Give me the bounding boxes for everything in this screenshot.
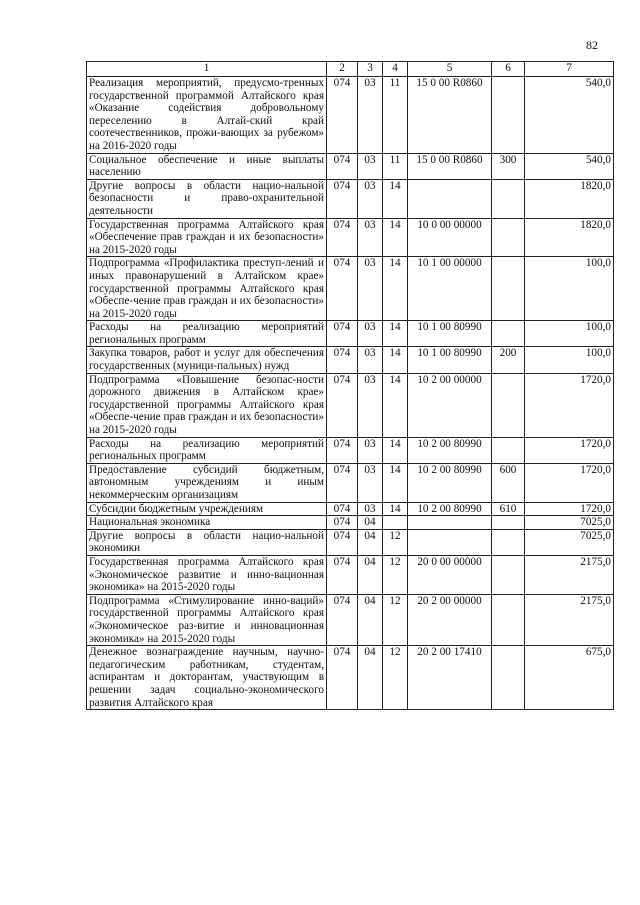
- row-target-article: 10 2 00 80990: [408, 502, 492, 516]
- row-subsection-code: 12: [383, 529, 408, 555]
- header-cell: 6: [492, 62, 525, 77]
- row-ministry-code: 074: [327, 179, 358, 218]
- row-name: Предоставление субсидий бюджетным, автономным учреждениям и иным некоммерческим организациям: [87, 463, 327, 502]
- row-name: Другие вопросы в области нацио-нальной безопасности и право-охранительной деятельности: [87, 179, 327, 218]
- row-section-code: 04: [358, 529, 383, 555]
- row-target-article: [408, 529, 492, 555]
- row-name: Государственная программа Алтайского края «Экономическое развитие и инно-вационная экономика» на 2015-2020 годы: [87, 555, 327, 594]
- header-cell: 5: [408, 62, 492, 77]
- row-subsection-code: 14: [383, 373, 408, 437]
- row-target-article: [408, 179, 492, 218]
- table-row: [87, 77, 614, 154]
- row-amount: 1720,0: [525, 463, 614, 502]
- row-amount: 1720,0: [525, 373, 614, 437]
- row-expense-type: [492, 373, 525, 437]
- row-target-article: 20 2 00 17410: [408, 646, 492, 710]
- row-target-article: 10 2 00 80990: [408, 437, 492, 463]
- table-row: [87, 218, 614, 257]
- row-target-article: 10 2 00 00000: [408, 373, 492, 437]
- row-subsection-code: 12: [383, 646, 408, 710]
- table-row: [87, 555, 614, 594]
- row-target-article: 20 0 00 00000: [408, 555, 492, 594]
- header-cell: 3: [358, 62, 383, 77]
- row-amount: 100,0: [525, 321, 614, 347]
- table-row: [87, 179, 614, 218]
- row-ministry-code: 074: [327, 529, 358, 555]
- row-section-code: 04: [358, 555, 383, 594]
- row-ministry-code: 074: [327, 373, 358, 437]
- row-expense-type: [492, 529, 525, 555]
- row-name: Денежное вознаграждение научным, научно-педагогическим работникам, студентам, аспирантам и докторантам, участвующим в решении задач социально-экономического развития Алтайского края: [87, 646, 327, 710]
- row-section-code: 03: [358, 502, 383, 516]
- row-subsection-code: 11: [383, 153, 408, 179]
- row-target-article: 10 2 00 80990: [408, 463, 492, 502]
- table-row: [87, 321, 614, 347]
- header-row: [87, 62, 614, 77]
- row-ministry-code: 074: [327, 347, 358, 373]
- table-row: [87, 516, 614, 530]
- header-cell: 2: [327, 62, 358, 77]
- row-amount: 1720,0: [525, 502, 614, 516]
- row-section-code: 03: [358, 77, 383, 154]
- row-name: Подпрограмма «Повышение безопас-ности дорожного движения в Алтайском крае» государственной программы Алтайского края «Обеспе-чение прав граждан и их безопасности» на 2015-2020 годы: [87, 373, 327, 437]
- row-expense-type: [492, 555, 525, 594]
- row-subsection-code: 14: [383, 502, 408, 516]
- row-name: Расходы на реализацию мероприятий региональных программ: [87, 437, 327, 463]
- table-row: [87, 153, 614, 179]
- row-expense-type: [492, 516, 525, 530]
- row-subsection-code: 14: [383, 321, 408, 347]
- row-amount: 7025,0: [525, 529, 614, 555]
- row-expense-type: [492, 437, 525, 463]
- row-section-code: 03: [358, 463, 383, 502]
- row-target-article: 20 2 00 00000: [408, 594, 492, 645]
- row-amount: 1720,0: [525, 437, 614, 463]
- row-subsection-code: 14: [383, 218, 408, 257]
- row-target-article: 15 0 00 R0860: [408, 153, 492, 179]
- row-name: Закупка товаров, работ и услуг для обеспечения государственных (муници-пальных) нужд: [87, 347, 327, 373]
- header-cell: 7: [525, 62, 614, 77]
- table-row: [87, 646, 614, 710]
- row-target-article: 10 1 00 80990: [408, 347, 492, 373]
- row-amount: 100,0: [525, 257, 614, 321]
- header-cell: 1: [87, 62, 327, 77]
- row-ministry-code: 074: [327, 257, 358, 321]
- row-name: Государственная программа Алтайского края «Обеспечение прав граждан и их безопасности» на 2015-2020 годы: [87, 218, 327, 257]
- row-expense-type: [492, 594, 525, 645]
- row-name: Национальная экономика: [87, 516, 327, 530]
- row-subsection-code: [383, 516, 408, 530]
- row-amount: 100,0: [525, 347, 614, 373]
- row-amount: 1820,0: [525, 218, 614, 257]
- row-target-article: 10 1 00 00000: [408, 257, 492, 321]
- row-section-code: 03: [358, 218, 383, 257]
- row-amount: 2175,0: [525, 594, 614, 645]
- row-expense-type: [492, 257, 525, 321]
- row-amount: 7025,0: [525, 516, 614, 530]
- row-expense-type: 300: [492, 153, 525, 179]
- row-section-code: 03: [358, 257, 383, 321]
- row-ministry-code: 074: [327, 77, 358, 154]
- row-amount: 540,0: [525, 77, 614, 154]
- row-ministry-code: 074: [327, 437, 358, 463]
- row-expense-type: 200: [492, 347, 525, 373]
- row-ministry-code: 074: [327, 555, 358, 594]
- row-expense-type: [492, 646, 525, 710]
- row-expense-type: [492, 179, 525, 218]
- table-row: [87, 502, 614, 516]
- table-row: [87, 347, 614, 373]
- row-subsection-code: 14: [383, 347, 408, 373]
- row-amount: 1820,0: [525, 179, 614, 218]
- row-subsection-code: 14: [383, 437, 408, 463]
- row-ministry-code: 074: [327, 463, 358, 502]
- row-section-code: 03: [358, 347, 383, 373]
- row-section-code: 04: [358, 516, 383, 530]
- row-target-article: 10 1 00 80990: [408, 321, 492, 347]
- table-row: [87, 463, 614, 502]
- row-subsection-code: 12: [383, 555, 408, 594]
- row-subsection-code: 14: [383, 463, 408, 502]
- row-ministry-code: 074: [327, 321, 358, 347]
- row-expense-type: [492, 218, 525, 257]
- row-section-code: 03: [358, 321, 383, 347]
- row-section-code: 03: [358, 153, 383, 179]
- row-ministry-code: 074: [327, 516, 358, 530]
- row-ministry-code: 074: [327, 218, 358, 257]
- row-name: Социальное обеспечение и иные выплаты населению: [87, 153, 327, 179]
- budget-table: [86, 61, 614, 710]
- row-section-code: 04: [358, 646, 383, 710]
- row-expense-type: [492, 77, 525, 154]
- row-subsection-code: 14: [383, 257, 408, 321]
- row-section-code: 03: [358, 437, 383, 463]
- table-row: [87, 594, 614, 645]
- row-subsection-code: 12: [383, 594, 408, 645]
- table-row: [87, 529, 614, 555]
- row-name: Расходы на реализацию мероприятий региональных программ: [87, 321, 327, 347]
- row-section-code: 03: [358, 179, 383, 218]
- row-target-article: 10 0 00 00000: [408, 218, 492, 257]
- row-name: Реализация мероприятий, предусмо-тренных государственной программой Алтайского края «Оказание содействия добровольному переселению в Алтай-ский край соотечественников, прожи-вающих за рубежом» на 2016-2020 годы: [87, 77, 327, 154]
- row-name: Другие вопросы в области нацио-нальной экономики: [87, 529, 327, 555]
- header-cell: 4: [383, 62, 408, 77]
- table-row: [87, 373, 614, 437]
- row-name: Подпрограмма «Профилактика преступ-лений и иных правонарушений в Алтайском крае» государственной программы Алтайского края «Обеспе-чение прав граждан и их безопасности» на 2015-2020 годы: [87, 257, 327, 321]
- row-subsection-code: 14: [383, 179, 408, 218]
- table-row: [87, 257, 614, 321]
- row-expense-type: 610: [492, 502, 525, 516]
- row-amount: 675,0: [525, 646, 614, 710]
- page-number: 82: [586, 38, 598, 52]
- row-target-article: 15 0 00 R0860: [408, 77, 492, 154]
- row-target-article: [408, 516, 492, 530]
- row-ministry-code: 074: [327, 153, 358, 179]
- row-ministry-code: 074: [327, 594, 358, 645]
- table-row: [87, 437, 614, 463]
- row-amount: 540,0: [525, 153, 614, 179]
- row-ministry-code: 074: [327, 502, 358, 516]
- row-expense-type: [492, 321, 525, 347]
- row-expense-type: 600: [492, 463, 525, 502]
- row-subsection-code: 11: [383, 77, 408, 154]
- row-amount: 2175,0: [525, 555, 614, 594]
- row-name: Субсидии бюджетным учреждениям: [87, 502, 327, 516]
- row-section-code: 04: [358, 594, 383, 645]
- row-ministry-code: 074: [327, 646, 358, 710]
- row-name: Подпрограмма «Стимулирование инно-ваций» государственной программы Алтайского края «Экономическое раз-витие и инновационная экономика» на 2015-2020 годы: [87, 594, 327, 645]
- row-section-code: 03: [358, 373, 383, 437]
